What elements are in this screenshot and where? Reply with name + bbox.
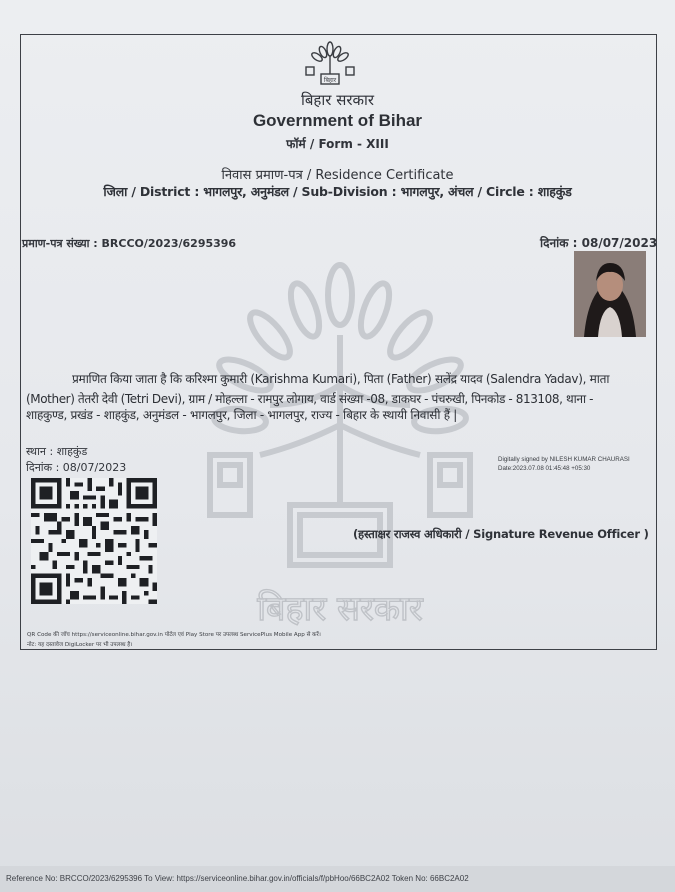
digital-signature-date: Date:2023.07.08 01:45:48 +05:30 <box>498 465 591 472</box>
signature-label: (हस्ताक्षर राजस्व अधिकारी / Signature Revenue Officer ) <box>353 527 649 541</box>
body-line-1: प्रमाणित किया जाता है कि करिश्मा कुमारी (Karishma Kumari), पिता (Father) सलेंद्र यादव (Salendra Yadav), माता <box>72 372 610 386</box>
applicant-photo <box>574 251 646 337</box>
issue-date: दिनांक : 08/07/2023 <box>540 236 658 250</box>
qr-code <box>31 478 157 604</box>
reference-footer: Reference No: BRCCO/2023/6295396 To View: https://serviceonline.bihar.gov.in/officials/f/pbHoo/66BC2A02 Token No: 66BC2A02 <box>6 874 469 883</box>
qr-verification-note: QR Code की जाँच https://serviceonline.bihar.gov.in पोर्टल एवं Play Store पर उपलब्ध ServicePlus Mobile App से करें। <box>27 632 321 638</box>
digilocker-note: नोट: यह दस्तावेज DigiLocker पर भी उपलब्ध है। <box>27 642 133 648</box>
state-name-english: Government of Bihar <box>252 111 423 130</box>
place-date-label: दिनांक : 08/07/2023 <box>26 461 127 474</box>
certificate-title: निवास प्रमाण-पत्र / Residence Certificate <box>221 168 454 183</box>
digital-signature-line-1: Digitally signed by NILESH KUMAR CHAURASI <box>498 456 630 463</box>
portrait-image <box>574 251 646 337</box>
jurisdiction-line: जिला / District : भागलपुर, अनुमंडल / Sub-Division : भागलपुर, अंचल / Circle : शाहकुंड <box>103 184 572 199</box>
form-number: फॉर्म / Form - XIII <box>286 137 389 151</box>
emblem-text: बिहार <box>323 77 337 84</box>
bihar-emblem <box>302 40 358 86</box>
watermark-text: बिहार सरकार <box>257 589 423 629</box>
body-line-2: (Mother) तेतरी देवी (Tetri Devi), ग्राम / मोहल्ला - रामपुर लोगाय, वार्ड संख्या -08, डाकघर - पंचरुखी, पिनकोड - 813108, थाना - <box>26 392 594 406</box>
state-name-hindi: बिहार सरकार <box>300 91 375 109</box>
body-line-3: शाहकुण्ड, प्रखंड - शाहकुंड, अनुमंडल - भागलपुर, जिला - भागलपुर, राज्य - बिहार के स्थायी निवासी हैं | <box>26 408 458 422</box>
certificate-number: प्रमाण-पत्र संख्या : BRCCO/2023/6295396 <box>22 237 237 250</box>
place-label: स्थान : शाहकुंड <box>26 445 88 458</box>
